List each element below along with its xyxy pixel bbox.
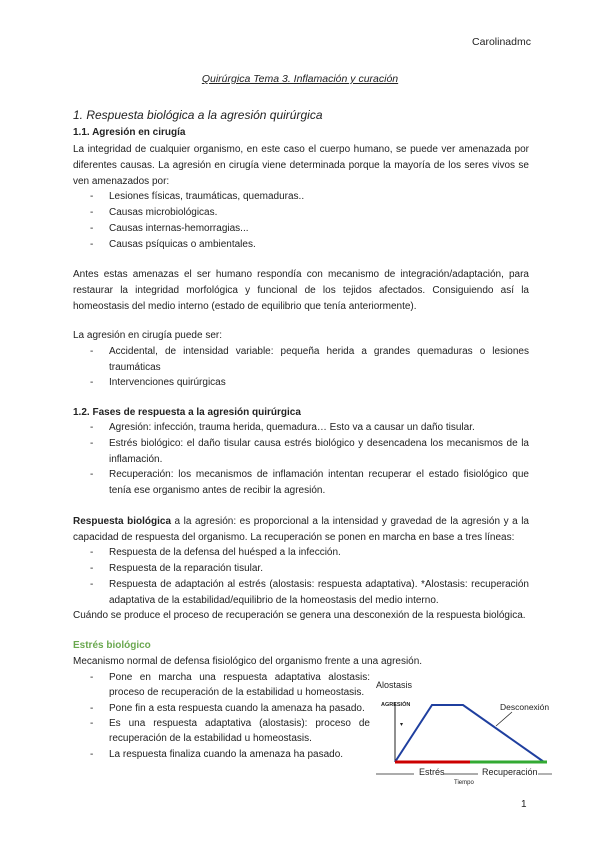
graph-title: Alostasis (376, 680, 413, 690)
section-heading: 1. Respuesta biológica a la agresión quirúrgica (73, 108, 323, 122)
list-item: - Respuesta de adaptación al estrés (alostasis: respuesta adaptativa). *Alostasis: recuperación adaptativa de la estabilidad/equilibrio de la homeostasis del medio interno. (90, 579, 529, 606)
response-curve (395, 705, 544, 762)
graph-x-label: Tiempo (454, 780, 474, 786)
page-number: 1 (521, 799, 527, 810)
list-item: - Causas internas-hemorragias... (90, 223, 249, 234)
document-title: Quirúrgica Tema 3. Inflamación y curación (201, 73, 399, 85)
arrow-down-icon: ▾ (400, 722, 404, 728)
phase-label-stress: Estrés (419, 767, 445, 777)
list-item: - Accidental, de intensidad variable: pequeña herida a grandes quemaduras o lesiones traumáticas (90, 346, 529, 373)
paragraph-line: diferentes causas. La agresión en cirugía viene determinada porque la mayoría de los seres vivos se (73, 160, 529, 171)
list-item: - Respuesta de la reparación tisular. (90, 563, 263, 574)
paragraph-line: homeostasis del medio interno (estado de equilibrio que tenía anteriormente). (73, 301, 417, 312)
paragraph-line: Cuándo se produce el proceso de recuperación se genera una desconexión de la respuesta biológica. (73, 610, 526, 621)
paragraph-line: restaurar la integridad morfológica y funcional de los tejidos afectados. Consiguiendo así la (73, 285, 529, 296)
paragraph-line: capacidad de respuesta del organismo. La recuperación se ponen en marcha en base a tres líneas: (73, 532, 515, 543)
paragraph-line: ven amenazados por: (73, 176, 170, 187)
list-item: - Causas psíquicas o ambientales. (90, 239, 256, 250)
list-item: - Recuperación: los mecanismos de inflamación intentan recuperar el estado fisiológico que tenía ese organismo antes de recibir la agresión. (90, 469, 529, 496)
paragraph-line: Antes estas amenazas el ser humano respondía con mecanismo de integración/adaptación, para (73, 269, 529, 280)
list-item: - Respuesta de la defensa del huésped a la infección. (90, 547, 341, 558)
curve-label-pointer (496, 712, 512, 726)
list-item: - Causas microbiológicas. (90, 207, 218, 218)
paragraph-line: La integridad de cualquier organismo, en este caso el cuerpo humano, se puede ver amenazada por (73, 144, 529, 155)
section-heading-stress: Estrés biológico (73, 640, 151, 651)
paragraph-line: Mecanismo normal de defensa fisiológico del organismo frente a una agresión. (73, 656, 423, 667)
curve-label: Desconexión (500, 702, 550, 712)
graph-y-label: AGRESIÓN (381, 702, 411, 708)
author-header: Carolinadmc (472, 36, 531, 48)
paragraph-line: Respuesta biológica a la agresión: es proporcional a la intensidad y gravedad de la agresión y a la (73, 516, 529, 527)
list-item: - Pone fin a esta respuesta cuando la amenaza ha pasado. (90, 703, 365, 714)
list-item: - Estrés biológico: el daño tisular causa estrés biológico y desencadena los mecanismos de la inflamación. (90, 438, 529, 465)
paragraph-line: La agresión en cirugía puede ser: (73, 330, 222, 341)
alostasis-graph (372, 678, 562, 790)
list-item: - Es una respuesta adaptativa (alostasis): proceso de recuperación de la estabilidad u homeostasis. (90, 718, 370, 744)
list-item: - Lesiones físicas, traumáticas, quemaduras.. (90, 191, 305, 202)
list-item: - Intervenciones quirúrgicas (90, 377, 226, 388)
phase-label-recovery: Recuperación (482, 767, 538, 777)
list-item: - La respuesta finaliza cuando la amenaza ha pasado. (90, 749, 344, 760)
subsection-heading: 1.1. Agresión en cirugía (73, 127, 186, 138)
list-item: - Agresión: infección, trauma herida, quemadura… Esto va a causar un daño tisular. (90, 422, 475, 433)
subsection-heading: 1.2. Fases de respuesta a la agresión quirúrgica (73, 407, 301, 418)
list-item: - Pone en marcha una respuesta adaptativa alostasis: proceso de recuperación de la estabilidad u homeostasis. (90, 672, 370, 698)
